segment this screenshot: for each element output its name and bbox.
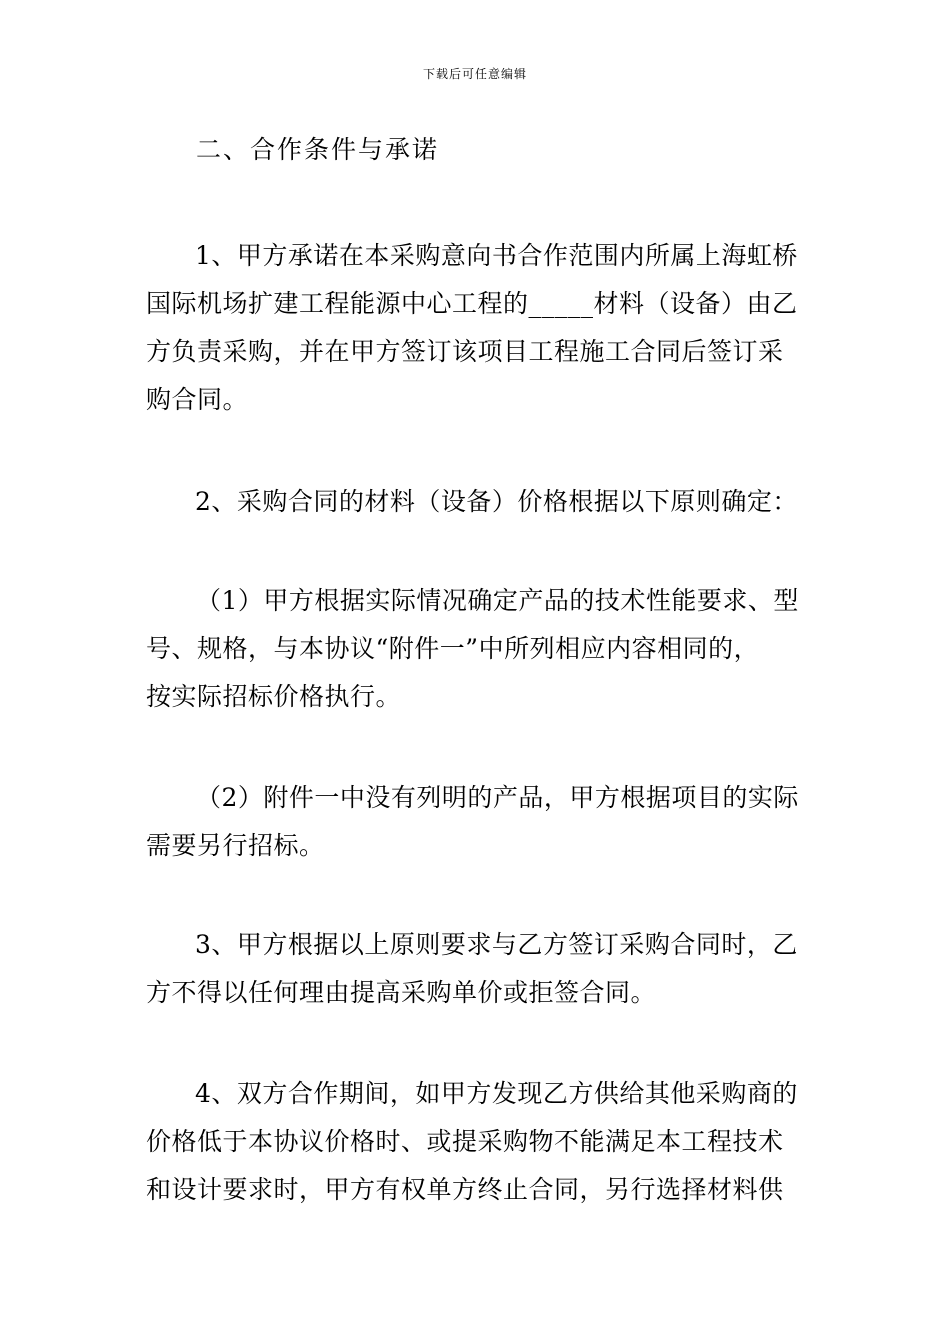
paragraph-line: 1、甲方承诺在本采购意向书合作范围内所属上海虹桥	[195, 241, 798, 270]
paragraph-line: 购合同。	[146, 385, 249, 414]
paragraph-line: 2、采购合同的材料（设备）价格根据以下原则确定：	[195, 487, 798, 516]
paragraph-line: 国际机场扩建工程能源中心工程的_____材料（设备）由乙	[146, 289, 798, 318]
paragraph-line: （1）甲方根据实际情况确定产品的技术性能要求、型	[196, 586, 799, 615]
paragraph-line: 号、规格，与本协议“附件一”中所列相应内容相同的，	[146, 634, 760, 663]
paragraph-line: 价格低于本协议价格时、或提采购物不能满足本工程技术	[146, 1127, 784, 1156]
paragraph-1	[146, 232, 816, 424]
paragraph-line: 按实际招标价格执行。	[146, 682, 402, 711]
paragraph-line: 方负责采购，并在甲方签订该项目工程施工合同后签订采	[146, 337, 784, 366]
paragraph-line: 和设计要求时，甲方有权单方终止合同，另行选择材料供	[146, 1175, 784, 1204]
paragraph-4	[146, 774, 816, 870]
paragraph-line: 3、甲方根据以上原则要求与乙方签订采购合同时，乙	[195, 930, 798, 959]
paragraph-line: （2）附件一中没有列明的产品，甲方根据项目的实际	[196, 783, 799, 812]
header-note: 下载后可任意编辑	[422, 67, 527, 81]
paragraph-6	[146, 1070, 816, 1214]
paragraph-2	[146, 478, 816, 526]
section-title: 二、合作条件与承诺	[196, 135, 440, 164]
paragraph-3	[146, 577, 816, 721]
paragraph-line: 4、双方合作期间，如甲方发现乙方供给其他采购商的	[195, 1079, 798, 1108]
paragraph-line: 需要另行招标。	[146, 831, 325, 860]
paragraph-line: 方不得以任何理由提高采购单价或拒签合同。	[146, 978, 657, 1007]
paragraph-5	[146, 921, 816, 1017]
